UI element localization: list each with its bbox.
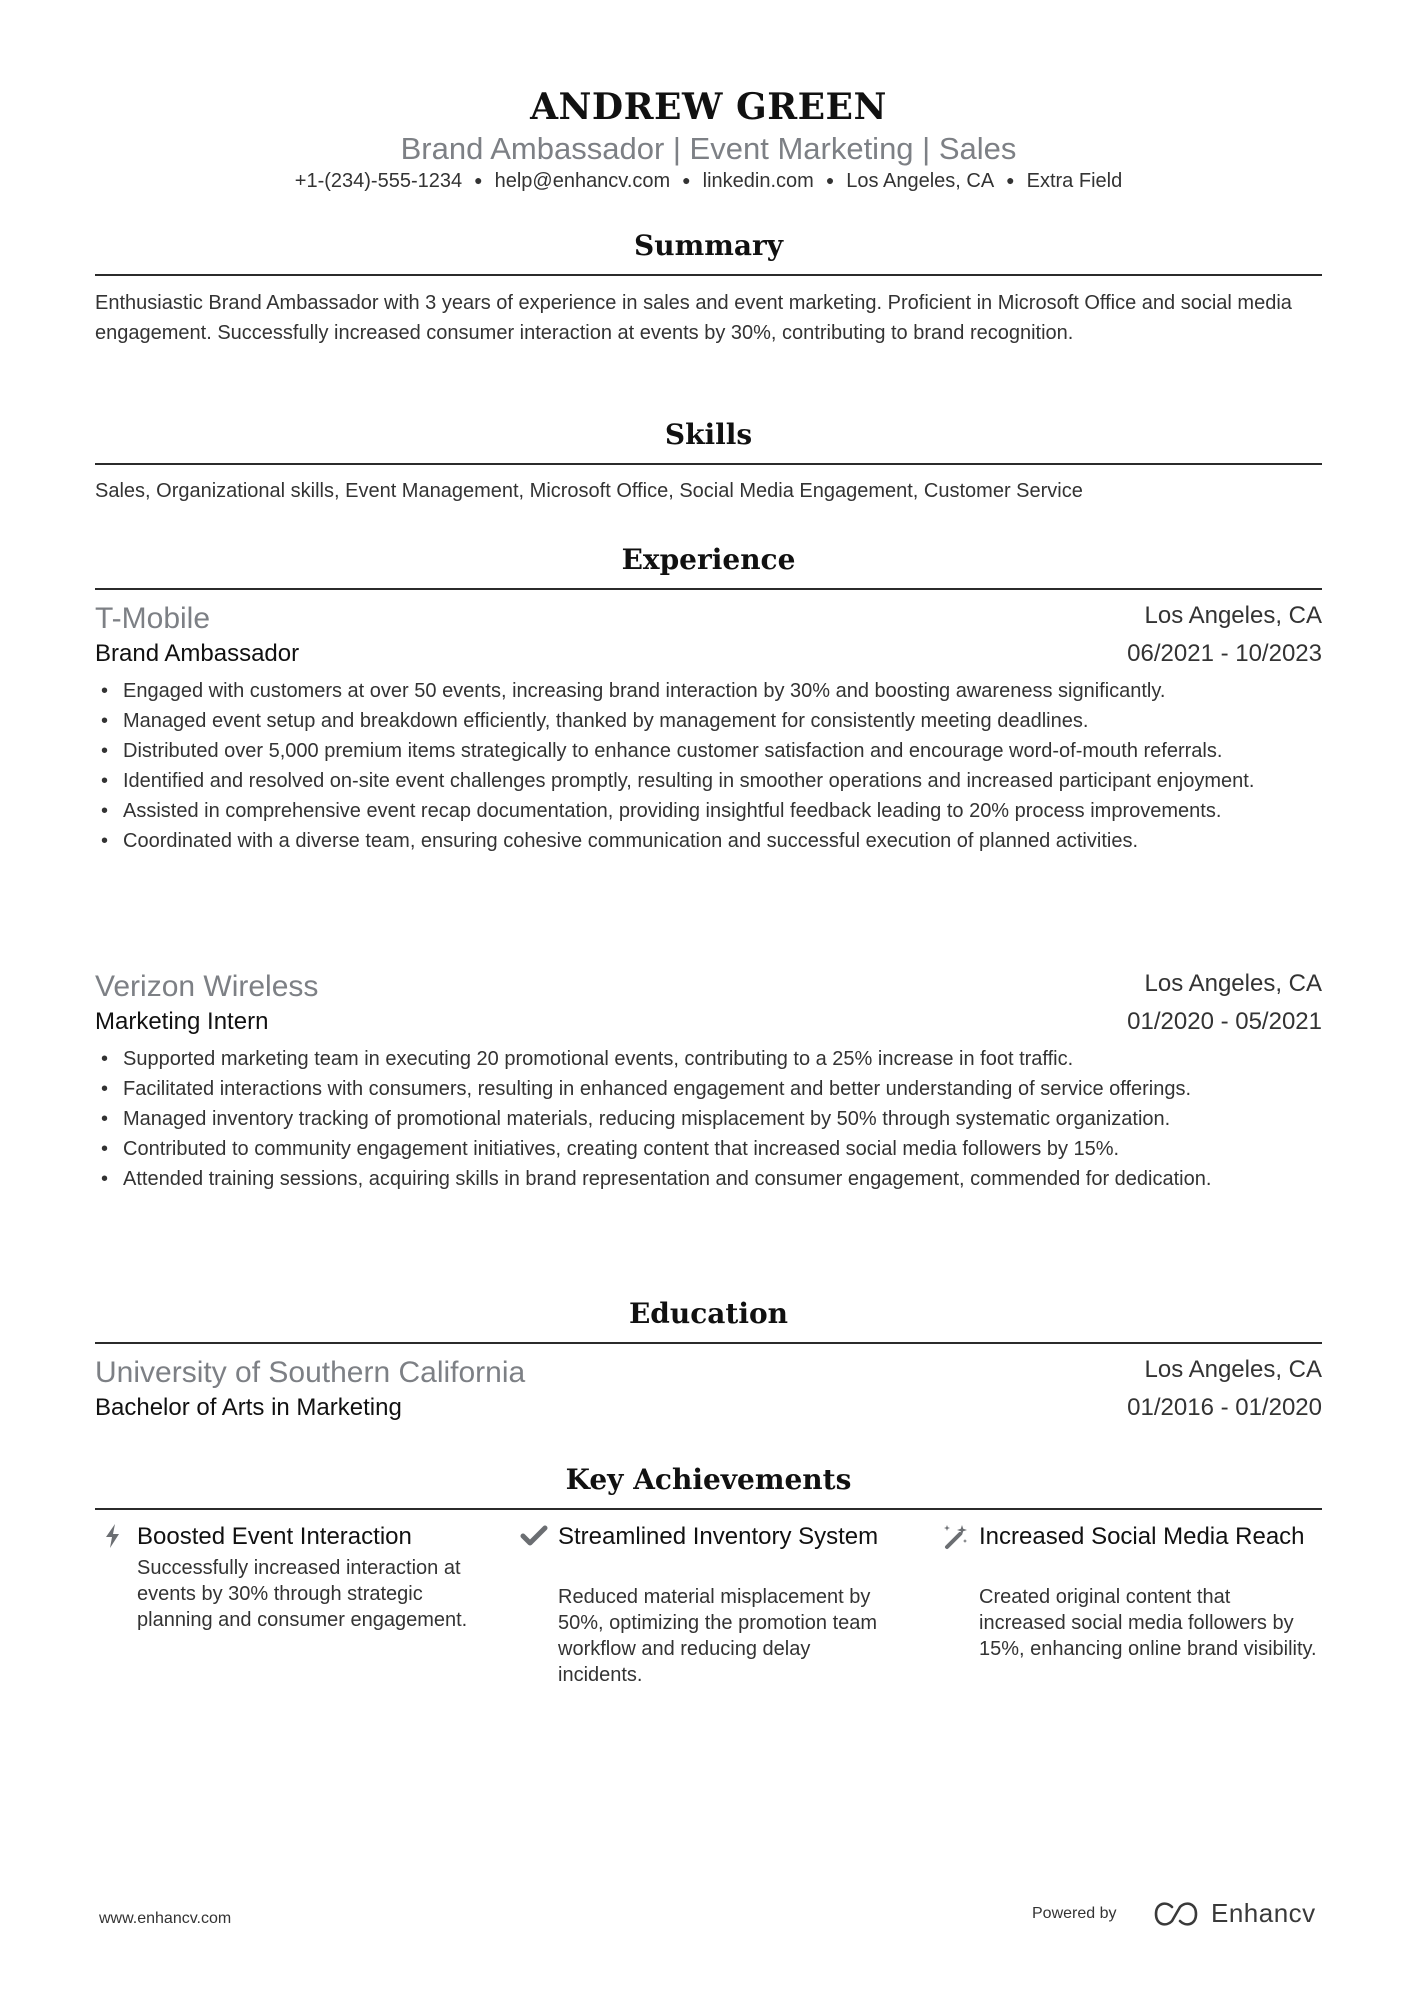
contact-phone[interactable]: +1-(234)-555-1234 — [294, 170, 463, 192]
job-bullet: • Facilitated interactions with consumers, resulting in enhanced engagement and better understanding of service offerings. — [95, 1074, 1322, 1104]
job-company: T-Mobile — [95, 602, 211, 635]
education-degree: Bachelor of Arts in Marketing — [95, 1394, 402, 1421]
job-bullet: • Attended training sessions, acquiring skills in brand representation and consumer engagement, commended for dedication. — [95, 1164, 1322, 1194]
achievement-description: Created original content that increased social media followers by 15%, enhancing online brand visibility. — [979, 1586, 1317, 1660]
contact-location: Los Angeles, CA — [846, 170, 995, 192]
achievement-description: Reduced material misplacement by 50%, optimizing the promotion team workflow and reducing delay incidents. — [558, 1586, 878, 1686]
footer-website[interactable]: www.enhancv.com — [99, 1910, 232, 1927]
separator-dot: ● — [682, 172, 691, 188]
achievement-title: Streamlined Inventory System — [558, 1523, 879, 1550]
job-bullets — [95, 676, 1322, 856]
separator-dot: ● — [474, 172, 483, 188]
education-dates: 01/2016 - 01/2020 — [1127, 1394, 1322, 1421]
job-bullet: • Managed event setup and breakdown efficiently, thanked by management for consistently meeting deadlines. — [95, 706, 1322, 736]
contact-line — [95, 170, 1322, 193]
enhancv-logo-icon — [1152, 1901, 1200, 1927]
achievement-description: Successfully increased interaction at events by 30% through strategic planning and consumer engagement. — [137, 1557, 468, 1631]
magic-wand-icon — [941, 1522, 969, 1550]
experience-divider — [95, 588, 1322, 590]
job-bullet: • Managed inventory tracking of promotional materials, reducing misplacement by 50% through systematic organization. — [95, 1104, 1322, 1134]
achievement-title: Increased Social Media Reach — [979, 1523, 1305, 1550]
job-bullet: • Engaged with customers at over 50 events, increasing brand interaction by 30% and boosting awareness significantly. — [95, 676, 1322, 706]
job-bullet: • Supported marketing team in executing 20 promotional events, contributing to a 25% increase in foot traffic. — [95, 1044, 1322, 1074]
job-bullet: • Contributed to community engagement initiatives, creating content that increased social media followers by 15%. — [95, 1134, 1322, 1164]
job-company: Verizon Wireless — [95, 970, 319, 1003]
summary-text: Enthusiastic Brand Ambassador with 3 years of experience in sales and event marketing. Proficient in Microsoft Office and social media engagement. Successfully increased consumer interaction at events by 30%, contributing to brand recognition. — [95, 292, 1292, 344]
job-role: Marketing Intern — [95, 1008, 269, 1035]
enhancv-logo-text: Enhancv — [1211, 1898, 1316, 1928]
job-bullet: • Coordinated with a diverse team, ensuring cohesive communication and successful execution of planned activities. — [95, 826, 1322, 856]
contact-linkedin[interactable]: linkedin.com — [702, 170, 814, 192]
skills-text: Sales, Organizational skills, Event Management, Microsoft Office, Social Media Engagement, Customer Service — [95, 480, 1083, 502]
job-dates: 06/2021 - 10/2023 — [1127, 640, 1322, 667]
job-bullet: • Identified and resolved on-site event challenges promptly, resulting in smoother operations and increased participant enjoyment. — [95, 766, 1322, 796]
achievements-divider — [95, 1508, 1322, 1510]
summary-title: Summary — [634, 229, 783, 262]
contact-extra: Extra Field — [1026, 170, 1123, 192]
contact-email[interactable]: help@enhancv.com — [494, 170, 671, 192]
lightning-bolt-icon — [99, 1522, 127, 1550]
job-location: Los Angeles, CA — [1144, 970, 1322, 997]
separator-dot: ● — [1006, 172, 1015, 188]
candidate-headline: Brand Ambassador | Event Marketing | Sales — [400, 131, 1017, 166]
education-location: Los Angeles, CA — [1144, 1356, 1322, 1383]
education-divider — [95, 1342, 1322, 1344]
job-location: Los Angeles, CA — [1144, 602, 1322, 629]
job-bullet: • Distributed over 5,000 premium items strategically to enhance customer satisfaction and encourage word-of-mouth referrals. — [95, 736, 1322, 766]
education-title: Education — [628, 1297, 789, 1330]
enhancv-logo[interactable] — [1152, 1897, 1316, 1933]
job-bullets — [95, 1044, 1322, 1194]
job-bullet: • Assisted in comprehensive event recap documentation, providing insightful feedback leading to 20% process improvements. — [95, 796, 1322, 826]
footer-powered-by: Powered by — [1032, 1905, 1117, 1922]
skills-title: Skills — [664, 418, 753, 451]
summary-divider — [95, 274, 1322, 276]
experience-title: Experience — [621, 543, 796, 576]
separator-dot: ● — [825, 172, 835, 188]
education-school: University of Southern California — [95, 1356, 526, 1389]
achievements-title: Key Achievements — [565, 1463, 852, 1496]
skills-divider — [95, 463, 1322, 465]
candidate-name: ANDREW GREEN — [530, 86, 887, 128]
job-dates: 01/2020 - 05/2021 — [1127, 1008, 1322, 1035]
achievement-title: Boosted Event Interaction — [137, 1523, 412, 1550]
checkmark-icon — [520, 1522, 548, 1550]
job-role: Brand Ambassador — [95, 640, 300, 667]
